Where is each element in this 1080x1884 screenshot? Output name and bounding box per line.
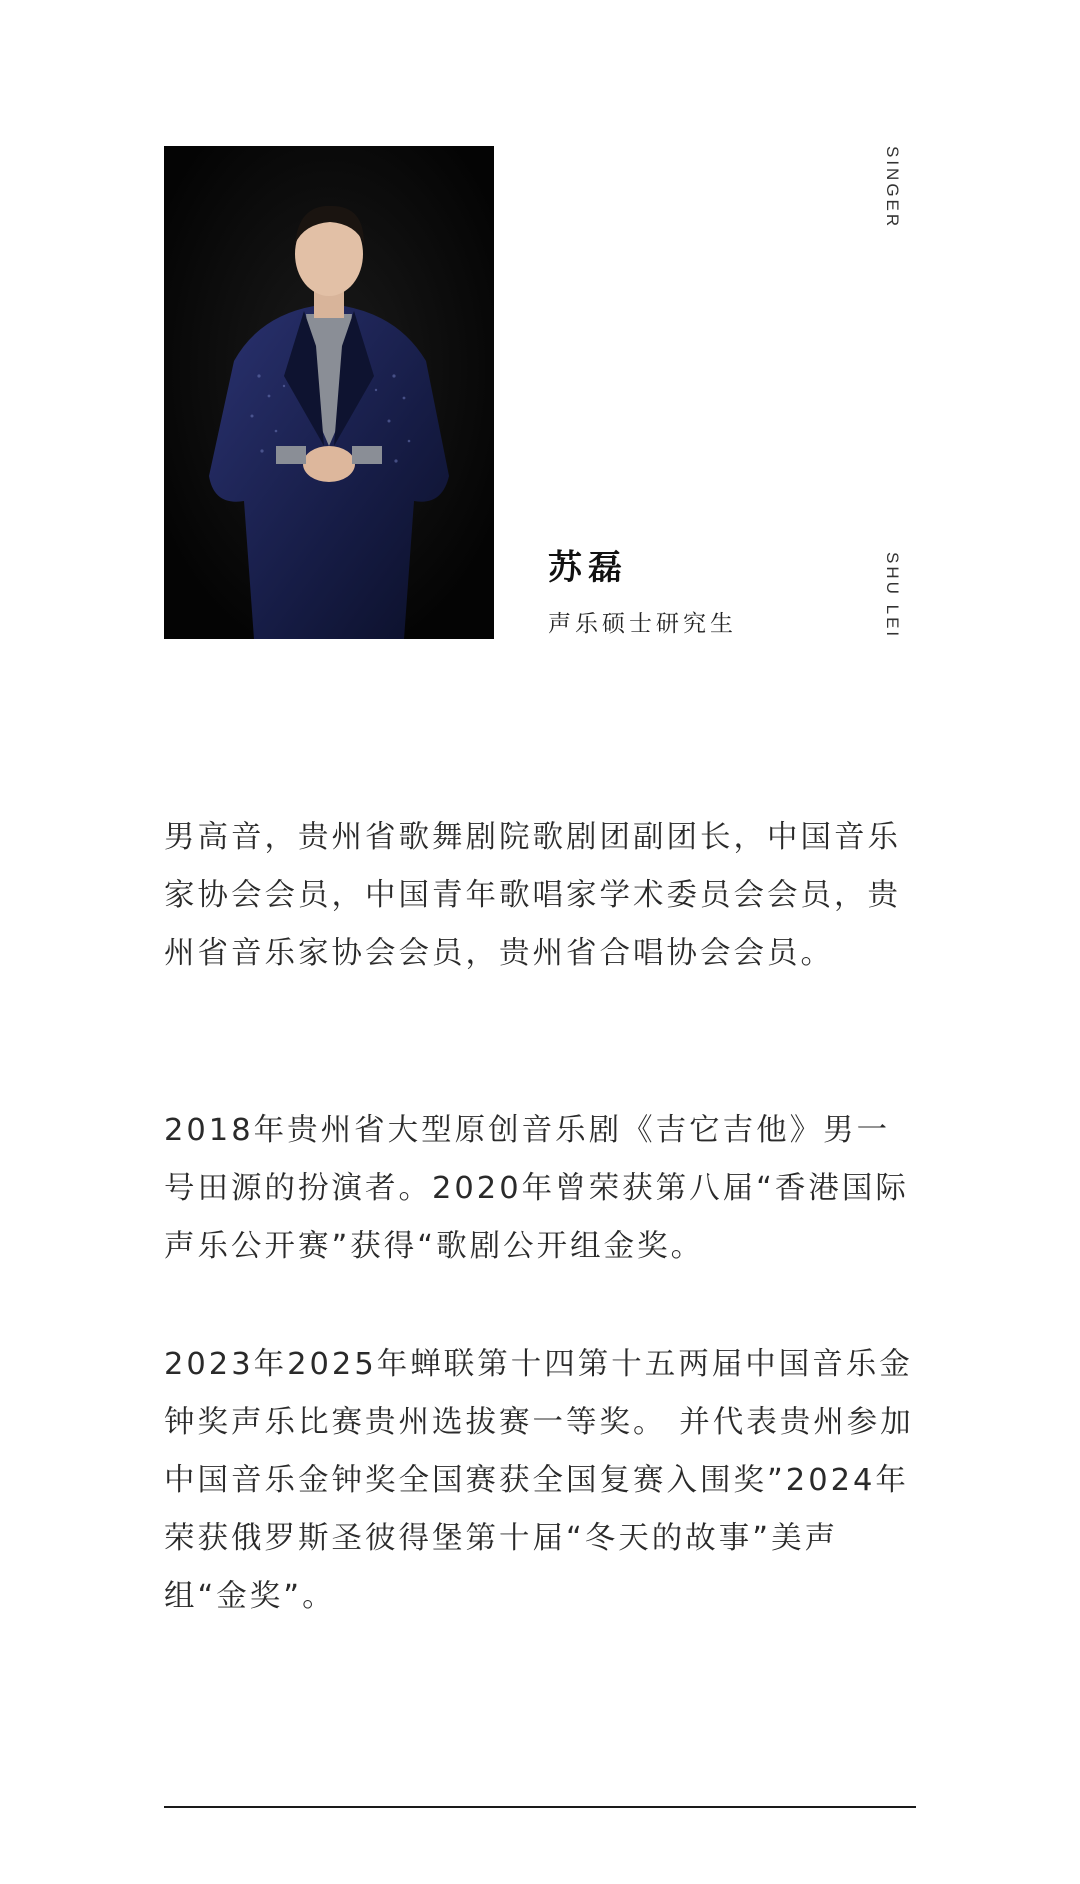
- singer-degree: 声乐硕士研究生: [548, 611, 737, 637]
- side-label-singer: SINGER: [883, 146, 902, 230]
- singer-portrait-illustration: [164, 146, 494, 639]
- portrait-photo: [164, 146, 494, 639]
- bio-paragraph-2: 2018年贵州省大型原创音乐剧《吉它吉他》男一号田源的扮演者。2020年曾荣获第八届“香港国际声乐公开赛”获得“歌剧公开组金奖。: [164, 1113, 909, 1264]
- side-label-name-pinyin: SHU LEI: [883, 552, 902, 640]
- singer-name: 苏磊: [548, 548, 628, 588]
- bio-paragraph-1: 男高音，贵州省歌舞剧院歌剧团副团长，中国音乐家协会会员，中国青年歌唱家学术委员会会员，贵州省音乐家协会会员，贵州省合唱协会会员。: [164, 820, 901, 971]
- bottom-divider: [164, 1806, 916, 1808]
- bio-paragraph-3: 2023年2025年蝉联第十四第十五两届中国音乐金钟奖声乐比赛贵州选拔赛一等奖。 并代表贵州参加中国音乐金钟奖全国赛获全国复赛入围奖”2024年荣获俄罗斯圣彼得堡第十届“冬天的故事”美声组“金奖”。: [164, 1347, 914, 1614]
